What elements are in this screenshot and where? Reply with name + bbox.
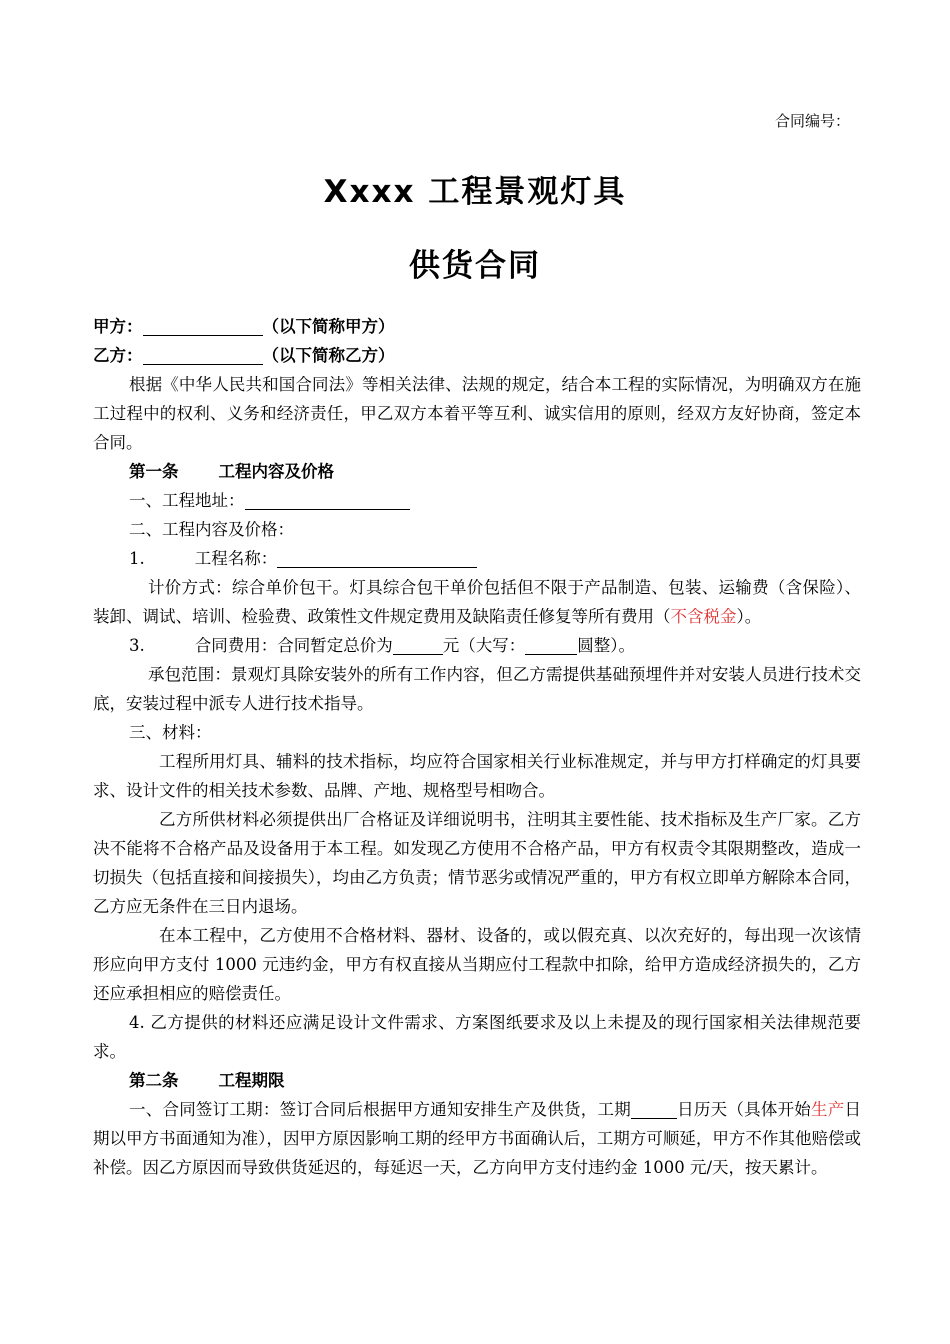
scope-paragraph: 承包范围：景观灯具除安装外的所有工作内容，但乙方需提供基础预埋件并对安装人员进行技术交底，安装过程中派专人进行技术指导。 <box>93 665 861 713</box>
materials-label: 三、材料： <box>129 723 212 742</box>
site-address-label: 一、工程地址： <box>129 491 245 510</box>
party-a-line <box>93 312 861 341</box>
contract-body <box>93 312 861 1182</box>
party-b-suffix: （以下简称乙方） <box>262 346 395 365</box>
schedule-text-b: 日历天（具体开始 <box>676 1100 812 1119</box>
party-a-label: 甲方： <box>93 317 143 336</box>
materials-paragraph-4: 4. 乙方提供的材料还应满足设计文件需求、方案图纸要求及以上未提及的现行国家相关法律规范要求。 <box>93 1013 861 1061</box>
item-3-number: 3. <box>129 636 145 655</box>
contract-fee-text-a: 合同费用：合同暂定总价为 <box>194 636 393 655</box>
title-line-2: 供货合同 <box>409 248 541 284</box>
content-price-label: 二、工程内容及价格： <box>129 520 294 539</box>
schedule-text-a: 一、合同签订工期：签订合同后根据甲方通知安排生产及供货，工期 <box>129 1100 631 1119</box>
site-address-line <box>93 486 861 515</box>
schedule-text-c: 日期以甲方书面通知为准），因甲方原因影响工期的经甲方书面确认后，工期方可顺延，甲方不作其他赔偿或补偿。因乙方原因而导致供货延迟的，每延迟一天，乙方向甲方支付违约金 1000 元/天，按天累计。 <box>93 1100 862 1177</box>
party-b-line <box>93 341 861 370</box>
total-price-words-blank <box>525 634 577 655</box>
total-price-blank <box>393 634 443 655</box>
tax-exclusion-note: 不含税金 <box>670 607 737 626</box>
materials-paragraph-2: 乙方所供材料必须提供出厂合格证及详细说明书，注明其主要性能、技术指标及生产厂家。乙方决不能将不合格产品及设备用于本工程。如发现乙方使用不合格产品，甲方有权责令其限期整改，造成一切损失（包括直接和间接损失），均由乙方负责；情节恶劣或情况严重的，甲方有权立即单方解除本合同，乙方应无条件在三日内退场。 <box>93 810 861 916</box>
pricing-end: ）。 <box>736 607 762 626</box>
item-3-line <box>93 631 861 660</box>
pricing-paragraph <box>93 573 861 631</box>
preamble-paragraph: 根据《中华人民共和国合同法》等相关法律、法规的规定，结合本工程的实际情况，为明确双方在施工过程中的权利、义务和经济责任，甲乙双方本着平等互利、诚实信用的原则，经双方友好协商，签定本合同。 <box>93 375 861 452</box>
article-1-number: 第一条 <box>129 462 179 481</box>
contract-number-label: 合同编号： <box>774 112 850 130</box>
materials-paragraph-3: 在本工程中，乙方使用不合格材料、器材、设备的，或以假充真、以次充好的，每出现一次该情形应向甲方支付 1000 元违约金，甲方有权直接从当期应付工程款中扣除，给甲方造成经济损失的，乙方还应承担相应的赔偿责任。 <box>93 926 861 1003</box>
item-1-label: 工程名称： <box>194 549 278 568</box>
contract-fee-text-b: 元（大写： <box>442 636 526 655</box>
item-1-number: 1. <box>129 549 145 568</box>
article-1-title: 工程内容及价格 <box>218 462 334 481</box>
party-b-blank <box>143 344 263 365</box>
party-a-blank <box>143 315 263 336</box>
materials-paragraph-1: 工程所用灯具、辅料的技术指标，均应符合国家相关行业标准规定，并与甲方打样确定的灯具要求、设计文件的相关技术参数、品牌、产地、规格型号相吻合。 <box>93 752 861 800</box>
party-b-label: 乙方： <box>93 346 143 365</box>
duration-days-blank <box>631 1098 677 1119</box>
schedule-paragraph <box>93 1095 861 1182</box>
contract-fee-text-c: 圆整）。 <box>577 636 635 655</box>
pricing-text: 计价方式：综合单价包干。灯具综合包干单价包括但不限于产品制造、包装、运输费（含保险）、装卸、调试、培训、检验费、政策性文件规定费用及缺陷责任修复等所有费用（ <box>93 578 861 626</box>
article-2-title: 工程期限 <box>218 1071 285 1090</box>
site-address-blank <box>245 489 410 510</box>
article-1-heading <box>93 457 861 486</box>
title-line-1: Xxxx 工程景观灯具 <box>323 174 627 210</box>
article-2-heading <box>93 1066 861 1095</box>
project-name-blank <box>277 547 477 568</box>
article-2-number: 第二条 <box>129 1071 179 1090</box>
production-highlight: 生产 <box>811 1100 845 1119</box>
item-1-line <box>93 544 861 573</box>
party-a-suffix: （以下简称甲方） <box>262 317 395 336</box>
